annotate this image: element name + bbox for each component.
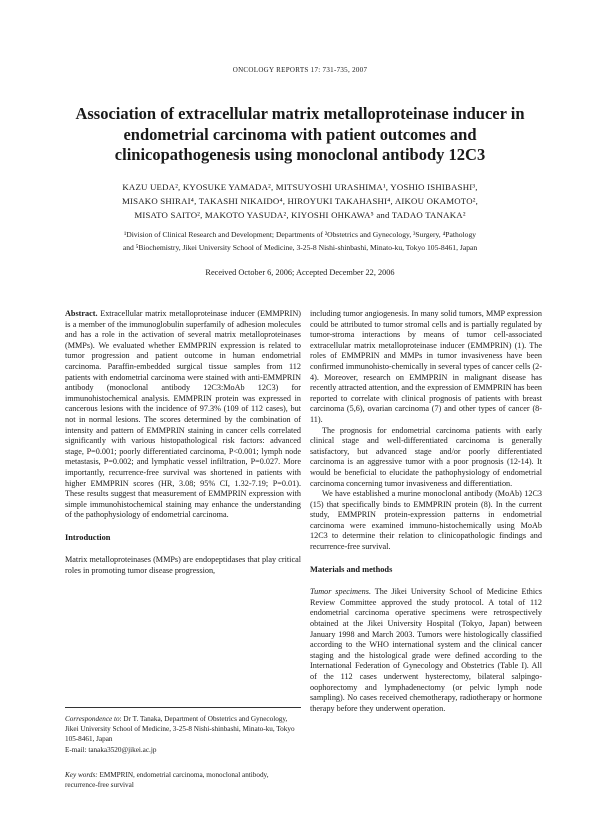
tumor-specimens-paragraph bbox=[310, 587, 542, 714]
abstract bbox=[65, 309, 301, 521]
abstract-label: Abstract. bbox=[65, 309, 98, 318]
correspondence-note bbox=[65, 714, 301, 755]
keywords-note bbox=[65, 770, 301, 790]
affiliation-line: ¹Division of Clinical Research and Development; Departments of ²Obstetrics and Gynecology, ³Surgery, ⁴Pathology bbox=[123, 230, 477, 239]
body-paragraph: The prognosis for endometrial carcinoma patients with early clinical stage and well-differentiated carcinoma is generally satisfactory, but advanced stage and/or poorly differentiated carcinoma is an aggressive tumor with a poor prognosis (12-14). It would be beneficial to elucidate the pathophysiology of endometrial carcinoma concerning tumor invasiveness and differentiation. bbox=[310, 425, 542, 488]
correspondence-text: : Dr T. Tanaka, Department of Obstetrics and Gynecology, Jikei University School of Medicine, 3-25-8 Nishi-shinbashi, Minato-ku, Tokyo 105-8461, Japan bbox=[65, 715, 295, 744]
tumor-specimens-text: The Jikei University School of Medicine Ethics Review Committee approved the study protocol. A total of 112 endometrial carcinoma operative specimens were retrospectively obtained at the Jikei University Hospital (Tokyo, Japan) between January 1998 and March 2003. Tumors were histologically classified according to the WHO international system and the clinical cancer staging and the histological grade were defined according to the International Federation of Gynecology and Obstetrics (Table I). All of the 112 cases underwent hysterectomy, bilateral salpingo-oophorectomy and lymphadenectomy (or pelvic lymph node sampling). No cases received chemotherapy, radiotherapy or hormone therapy before they underwent operation. bbox=[310, 587, 542, 713]
footnote-divider bbox=[65, 707, 301, 708]
introduction-text: Matrix metalloproteinases (MMPs) are endopeptidases that play critical roles in promoting tumor disease progression, bbox=[65, 555, 301, 576]
abstract-text: Extracellular matrix metalloproteinase inducer (EMMPRIN) is a member of the immunoglobulin superfamily of adhesion molecules and has a role in the activation of several matrix metalloproteinases (MMPs). We evaluated whether EMMPRIN expression is related to tumor progression and patient outcome in human endometrial carcinoma. Paraffin-embedded surgical tissue samples from 112 patients with endometrial carcinoma were stained with anti-EMMPRIN antibody (monoclonal antibody 12C3:MoAb 12C3) for immunohistochemical analysis. EMMPRIN protein was expressed in cancerous lesions with the incidence of 97.3% (109 of 112 cases), but not in normal lesions. The scores determined by the combination of intensity and pattern of EMMPRIN staining in cancer cells correlated significantly with various histopathological risk factors: advanced stage, P=0.001; poorly differentiated carcinoma, P<0.001; lymph node metastasis, P=0.002; and lymphatic vessel infiltration, P=0.027. More importantly, recurrence-free survival was shortened in patients with higher EMMPRIN scores (HR, 3.08; 95% CI, 1.32-7.19; P=0.01). These results suggest that measurement of EMMPRIN expression with simple immunohistochemical staining may enhance the understanding of the pathophysiology of endometrial carcinoma. bbox=[65, 309, 301, 520]
body-paragraph: including tumor angiogenesis. In many solid tumors, MMP expression could be attributed to tumor stromal cells and is partially regulated by tumor-stroma interactions by means of tumor cell-associated extracellular matrix metalloproteinase inducer (EMMPRIN) (1). The roles of EMMPRIN and MMPs in tumor invasiveness have been confirmed immunohisto-chemically in several types of cancer cells (2-4). Moreover, research on EMMPRIN in malignant disease has recently attracted attention, and the expression of EMMPRIN has been reported to correlate with clinical prognosis of patients with breast carcinoma (5,6), ovarian carcinoma (7) and other types of cancer (8-11). bbox=[310, 309, 542, 424]
methods-heading: Materials and methods bbox=[310, 564, 393, 574]
author-line: KAZU UEDA², KYOSUKE YAMADA², MITSUYOSHI URASHIMA¹, YOSHIO ISHIBASHI³, bbox=[122, 182, 478, 192]
right-column bbox=[310, 309, 542, 714]
received-accepted-dates: Received October 6, 2006; Accepted December 22, 2006 bbox=[205, 268, 395, 277]
author-line: MISATO SAITO², MAKOTO YASUDA², KIYOSHI OHKAWA⁵ and TADAO TANAKA² bbox=[134, 210, 466, 220]
keywords-text: EMMPRIN, endometrial carcinoma, monoclonal antibody, recurrence-free survival bbox=[65, 771, 269, 790]
correspondence-label: Correspondence to bbox=[65, 715, 120, 723]
tumor-specimens-label: Tumor specimens. bbox=[310, 587, 372, 597]
left-column bbox=[65, 309, 301, 577]
affiliation-line: and ⁵Biochemistry, Jikei University School of Medicine, 3-25-8 Nishi-shinbashi, Minato-ku, Tokyo 105-8461, Japan bbox=[122, 243, 478, 252]
author-line: MISAKO SHIRAI⁴, TAKASHI NIKAIDO⁴, HIROYUKI TAKAHASHI⁴, AIKOU OKAMOTO², bbox=[121, 196, 479, 206]
author-list bbox=[100, 180, 500, 222]
article-title: Association of extracellular matrix metalloproteinase inducer in endometrial carcinoma with patient outcomes and clinicopathogenesis using monoclonal antibody 12C3 bbox=[75, 104, 525, 164]
body-paragraph: We have established a murine monoclonal antibody (MoAb) 12C3 (15) that specifically binds to EMMPRIN protein (8). In the current study, EMMPRIN protein-expression patterns in endometrial carcinoma were examined immuno-histochemically using MoAb 12C3 to determine their relation to clinicopathologic findings and recurrence-free survival. bbox=[310, 489, 542, 552]
introduction-heading: Introduction bbox=[65, 532, 111, 542]
running-head: ONCOLOGY REPORTS 17: 731-735, 2007 bbox=[232, 66, 368, 74]
keywords-label: Key words: bbox=[65, 771, 98, 779]
correspondence-email: E-mail: tanaka3520@jikei.ac.jp bbox=[65, 745, 157, 754]
affiliations bbox=[82, 228, 518, 254]
